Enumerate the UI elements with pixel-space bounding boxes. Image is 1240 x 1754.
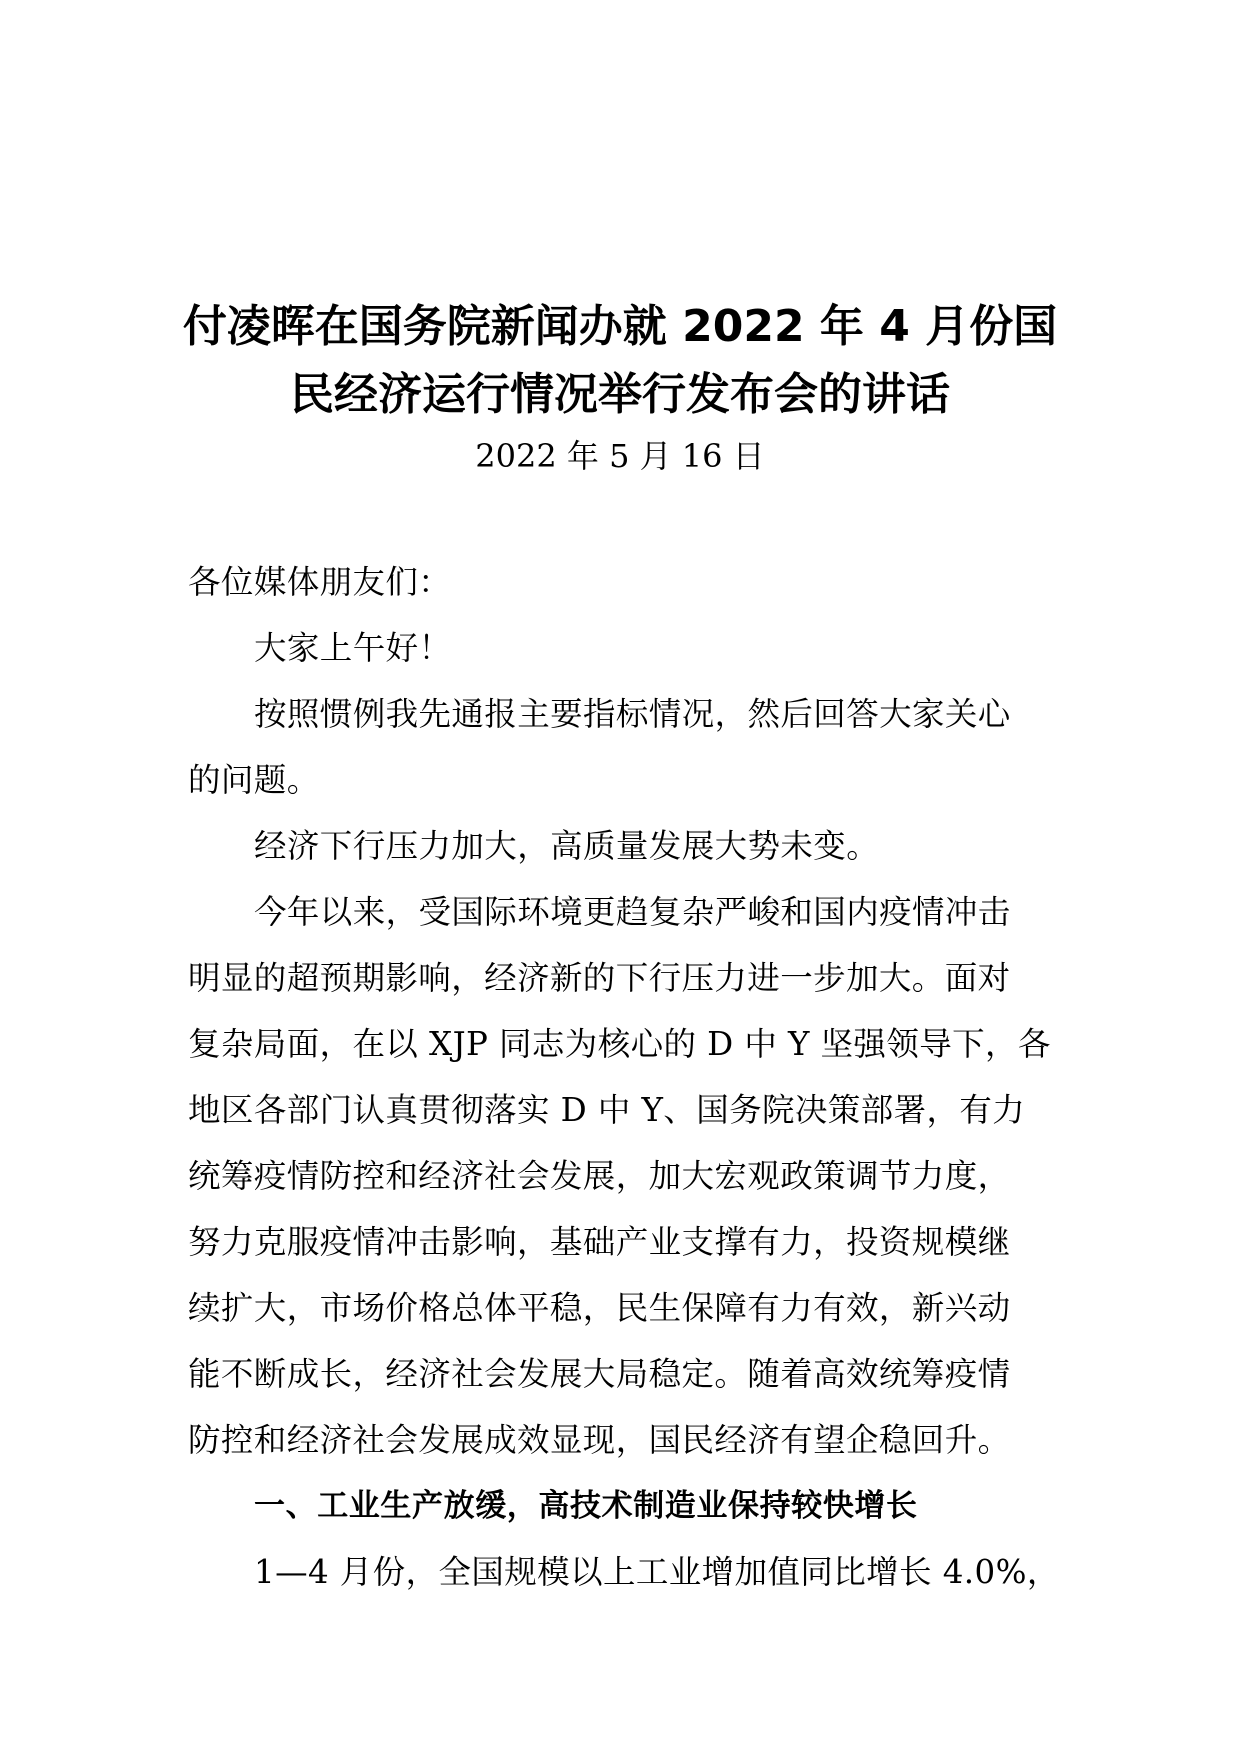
- paragraph-line: 统筹疫情防控和经济社会发展，加大宏观政策调节力度，: [188, 1157, 1011, 1195]
- paragraph-line: 能不断成长，经济社会发展大局稳定。随着高效统筹疫情: [188, 1355, 1011, 1393]
- paragraph-line: 防控和经济社会发展成效显现，国民经济有望企稳回升。: [188, 1421, 1011, 1459]
- paragraph-line: 按照惯例我先通报主要指标情况，然后回答大家关心: [254, 695, 1011, 733]
- salutation: 各位媒体朋友们：: [188, 563, 452, 601]
- paragraph-line: 续扩大，市场价格总体平稳，民生保障有力有效，新兴动: [188, 1289, 1011, 1327]
- paragraph-line: 地区各部门认真贯彻落实 D 中 Y、国务院决策部署，有力: [188, 1091, 1026, 1129]
- paragraph-line: 明显的超预期影响，经济新的下行压力进一步加大。面对: [188, 959, 1011, 997]
- document-date: 2022 年 5 月 16 日: [475, 437, 765, 475]
- paragraph-line: 今年以来，受国际环境更趋复杂严峻和国内疫情冲击: [254, 893, 1011, 931]
- greeting: 大家上午好！: [254, 629, 452, 667]
- paragraph-line: 努力克服疫情冲击影响，基础产业支撑有力，投资规模继: [188, 1223, 1011, 1261]
- document-title-line-2: 民经济运行情况举行发布会的讲话: [290, 369, 950, 420]
- paragraph-line: 1—4 月份，全国规模以上工业增加值同比增长 4.0%，: [254, 1553, 1060, 1591]
- document-title-line-1: 付凌晖在国务院新闻办就 2022 年 4 月份国: [182, 301, 1058, 352]
- paragraph-line: 经济下行压力加大，高质量发展大势未变。: [254, 827, 880, 865]
- section-heading: 一、工业生产放缓，高技术制造业保持较快增长: [254, 1488, 918, 1524]
- paragraph-line: 复杂局面，在以 XJP 同志为核心的 D 中 Y 坚强领导下，各: [188, 1025, 1051, 1063]
- paragraph-line: 的问题。: [188, 761, 320, 799]
